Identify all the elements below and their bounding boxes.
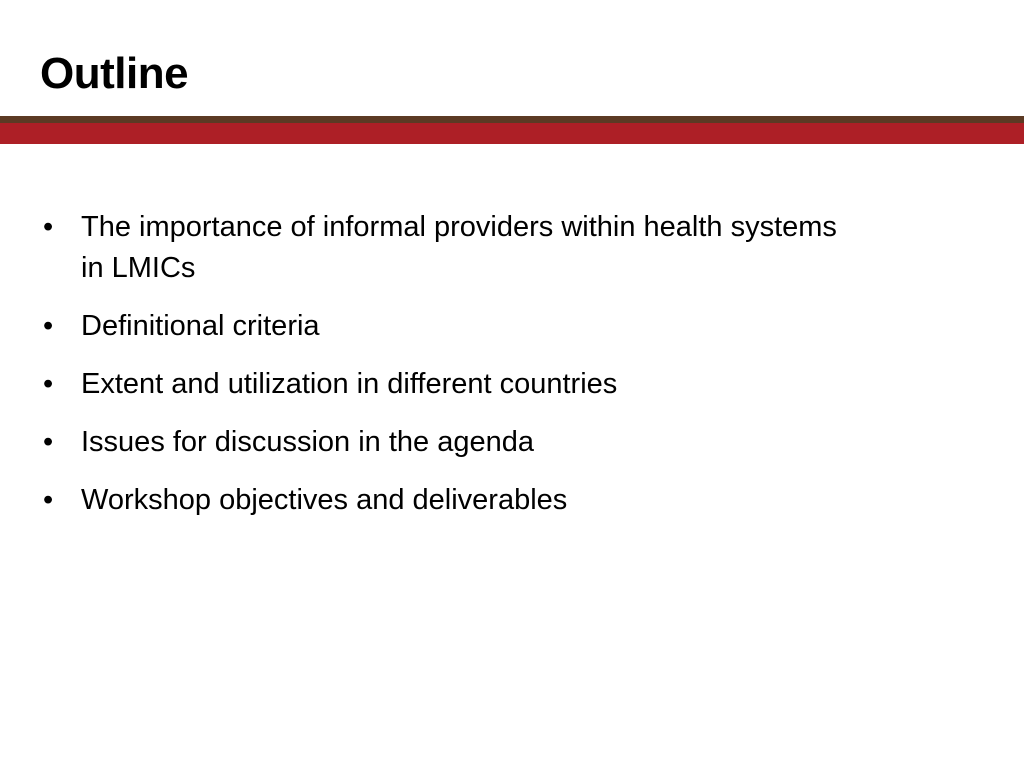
bullet-icon: •: [43, 368, 54, 400]
bullet-text: Extent and utilization in different countries: [81, 368, 618, 400]
bullet-icon: •: [43, 211, 54, 243]
title-underline-red-band: [0, 123, 1024, 144]
bullet-text: Workshop objectives and deliverables: [81, 484, 568, 516]
bullet-text: Definitional criteria: [81, 310, 320, 342]
bullet-item-importance: [43, 207, 863, 289]
bullet-icon: •: [43, 426, 54, 458]
slide-title: Outline: [40, 49, 189, 98]
bullet-icon: •: [43, 484, 54, 516]
bullet-text: Issues for discussion in the agenda: [81, 426, 534, 458]
bullet-list: [43, 207, 863, 538]
bullet-item-issues-discussion: [43, 422, 863, 463]
bullet-item-extent-utilization: [43, 364, 863, 405]
bullet-item-workshop-objectives: [43, 480, 863, 521]
title-underline-dark-band: [0, 116, 1024, 123]
bullet-icon: •: [43, 310, 54, 342]
bullet-item-definitional-criteria: [43, 306, 863, 347]
bullet-text: The importance of informal providers within health systems in LMICs: [81, 211, 837, 284]
